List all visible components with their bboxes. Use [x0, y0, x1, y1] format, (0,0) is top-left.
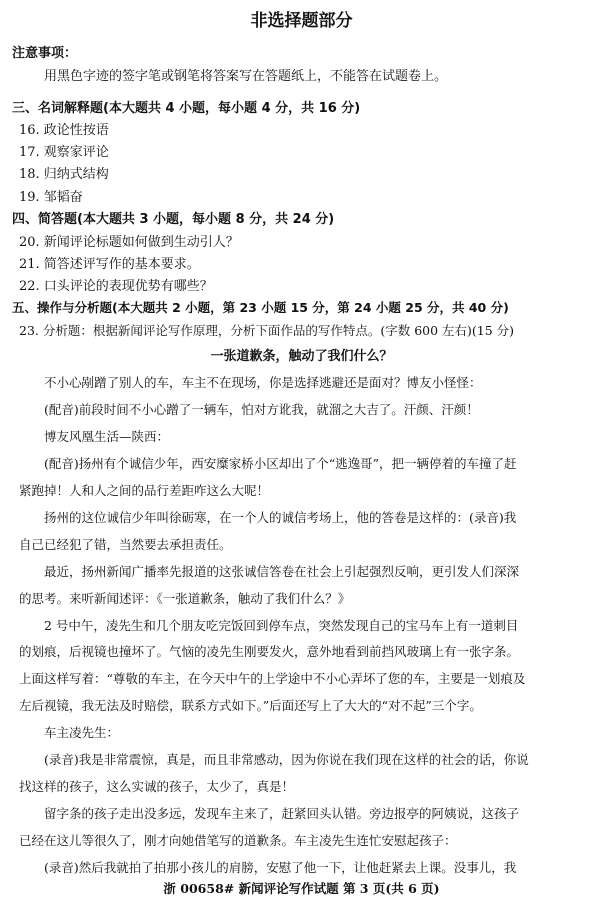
question-23: 23. 分析题：根据新闻评论写作原理，分析下面作品的写作特点。(字数 600 左右)(15 分): [19, 323, 515, 338]
article-line: (配音)前段时间不小心蹭了一辆车，怕对方讹我，就溜之大吉了。汗颜、汗颜！: [44, 402, 479, 417]
notice-heading: 注意事项：: [12, 46, 78, 61]
article-line: 2 号中午，凌先生和几个朋友吃完饭回到停车点，突然发现自己的宝马车上有一道刺目: [44, 618, 519, 633]
question-19: 19. 邹韬奋: [19, 190, 83, 205]
article-line: 最近，扬州新闻广播率先报道的这张诚信答卷在社会上引起强烈反响，更引发人们深深: [44, 564, 520, 579]
section-heading-3: 三、名词解释题(本大题共 4 小题，每小题 4 分，共 16 分): [12, 101, 361, 116]
article-line: 扬州的这位诚信少年叫徐砺寒，在一个人的诚信考场上，他的答卷是这样的：(录音)我: [44, 510, 517, 525]
article-line: (录音)我是非常震惊，真是，而且非常感动，因为你说在我们现在这样的社会的话，你说: [44, 752, 529, 767]
article-line: (录音)然后我就拍了拍那小孩儿的肩膀，安慰了他一下，让他赶紧去上课。没事儿，我: [44, 860, 517, 875]
question-18: 18. 归纳式结构: [19, 167, 109, 182]
question-20: 20. 新闻评论标题如何做到生动引人？: [19, 235, 239, 250]
question-22: 22. 口头评论的表现优势有哪些？: [19, 279, 213, 294]
page-footer: 浙 00658# 新闻评论写作试题 第 3 页(共 6 页): [163, 881, 440, 896]
article-line: 不小心剐蹭了别人的车，车主不在现场，你是选择逃避还是面对？博友小怪怪：: [44, 375, 482, 390]
article-line: 的思考。来听新闻述评：《一张道歉条，触动了我们什么？》: [19, 591, 351, 606]
notice-text: 用黑色字迹的签字笔或钢笔将答案写在答题纸上，不能答在试题卷上。: [44, 69, 448, 84]
article-line: 找这样的孩子，这么实诚的孩子，太少了，真是！: [19, 779, 295, 794]
article-line: (配音)扬州有个诚信少年，西安糜家桥小区却出了个“逃逸哥”，把一辆停着的车撞了赶: [44, 456, 517, 471]
article-line: 的划痕，后视镜也撞坏了。气恼的凌先生刚要发火，意外地看到前挡风玻璃上有一张字条。: [19, 644, 520, 659]
article-line: 上面这样写着：“尊敬的车主，在今天中午的上学途中不小心弄坏了您的车，主要是一划痕及: [19, 671, 526, 686]
section-heading-5: 五、操作与分析题(本大题共 2 小题，第 23 小题 15 分，第 24 小题 25 分，共 40 分): [12, 300, 509, 315]
article-title: 一张道歉条，触动了我们什么？: [210, 349, 393, 364]
section-heading-4: 四、简答题(本大题共 3 小题，每小题 8 分，共 24 分): [12, 212, 335, 227]
question-16: 16. 政论性按语: [19, 123, 109, 138]
article-line: 车主凌先生：: [44, 725, 120, 740]
question-21: 21. 简答述评写作的基本要求。: [19, 257, 200, 272]
page-title: 非选择题部分: [250, 11, 353, 31]
article-line: 已经在这儿等很久了，刚才向她借笔写的道歉条。车主凌先生连忙安慰起孩子：: [19, 833, 457, 848]
article-line: 留字条的孩子走出没多远，发现车主来了，赶紧回头认错。旁边报亭的阿姨说，这孩子: [44, 806, 520, 821]
article-line: 自己已经犯了错，当然要去承担责任。: [19, 537, 232, 552]
question-17: 17. 观察家评论: [19, 145, 109, 160]
article-line: 左后视镜，我无法及时赔偿，联系方式如下。”后面还写上了大大的“对不起”三个字。: [19, 698, 482, 713]
article-line: 博友风凰生活—陕西：: [44, 429, 170, 444]
article-line: 紧跑掉！人和人之间的品行差距咋这么大呢！: [19, 483, 270, 498]
